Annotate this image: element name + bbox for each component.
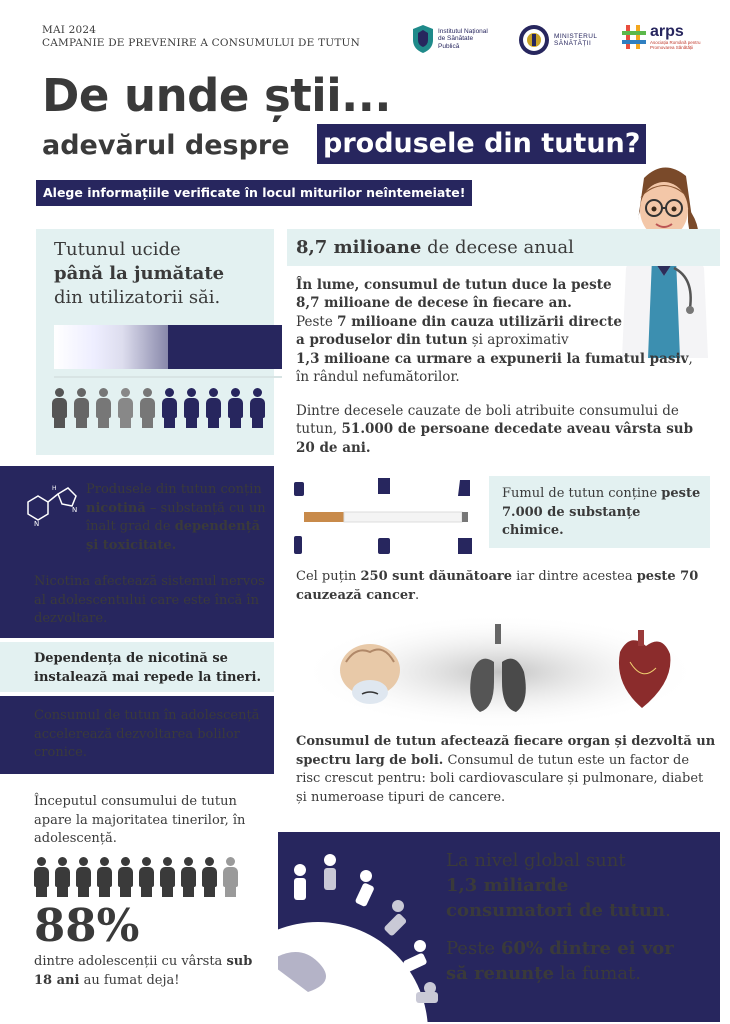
deaths-paragraph-2: Dintre decesele cauzate de boli atribuite consumului de tutun, 51.000 de persoane decedate aveau vârsta sub 20 de ani.: [296, 403, 694, 456]
person-icon: [221, 857, 240, 897]
person-icon: [137, 857, 156, 897]
person-icon: [95, 857, 114, 897]
date-label: MAI 2024: [42, 24, 97, 36]
kills-half-text: Tutunul ucide până la jumătate din utilizatorii săi.: [54, 239, 225, 308]
global-text-2: Peste 60% dintre ei vor să renunțe la fumat.: [446, 938, 674, 984]
jar-icon: [378, 538, 390, 554]
jerrycan-icon: [458, 538, 472, 554]
person-icon: [200, 857, 219, 897]
canister-icon: [458, 480, 470, 496]
arps-cross-icon: [622, 25, 646, 49]
partner-logos: [412, 24, 712, 58]
person-icon: [53, 857, 72, 897]
campaign-label: CAMPANIE DE PREVENIRE A CONSUMULUI DE TUTUN: [42, 37, 360, 49]
person-icon: [179, 857, 198, 897]
person-icon: [138, 388, 157, 428]
substances-text: Cel puțin 250 sunt dăunătoare iar dintre acestea peste 70 cauzează cancer.: [296, 569, 699, 603]
person-icon: [72, 388, 91, 428]
person-icon: [32, 857, 51, 897]
title-highlight: produsele din tutun?: [317, 124, 646, 164]
main-title: De unde știi...: [42, 69, 391, 122]
person-icon: [248, 388, 267, 428]
ms-name: MINISTERUL SĂNĂTĂȚII: [554, 32, 598, 47]
dependency-text: Dependența de nicotină se instalează mai repede la tineri.: [34, 651, 261, 685]
smoke-fill: [54, 325, 168, 369]
person-icon: [74, 857, 93, 897]
organs-text: Consumul de tutun afectează fiecare organ și dezvoltă un spectru larg de boli. Consumul de tutun este un factor de risc crescut pentru: boli cardiovasculare și pulmonare, diabet și numeroase tipuri de cancere.: [296, 734, 716, 805]
bottle-icon: [294, 482, 304, 496]
header-date: [42, 24, 360, 50]
smoke-text: Fumul de tutun conține peste 7.000 de substanțe chimice.: [502, 486, 701, 538]
person-icon: [50, 388, 69, 428]
person-icon: [94, 388, 113, 428]
deaths-heading: 8,7 milioane de decese anual: [296, 237, 574, 258]
nicotine-molecule-icon: [20, 480, 80, 530]
deaths-paragraph-1: În lume, consumul de tutun duce la peste 8,7 milioane de decese în fiecare an. Peste 7 milioane din cauza utilizării directe a produselor din tutun și aproximativ 1,3 milioane ca urmare a expunerii la fumatul pasiv, în rândul nefumătorilor.: [296, 277, 693, 386]
kills-half-bar: [54, 325, 282, 369]
cigarette-chemicals-illustration: [290, 476, 480, 560]
person-icon: [116, 388, 135, 428]
arps-subtitle: Asociația Română pentru Promovarea Sănătății: [650, 40, 701, 50]
percent-88-text: dintre adolescenții cu vârsta sub 18 ani au fumat deja!: [34, 954, 253, 988]
svg-text:N: N: [34, 520, 40, 528]
organs-illustration: [290, 612, 710, 732]
global-text-1: La nivel global sunt 1,3 miliarde consumatori de tutun.: [446, 850, 671, 921]
nicotine-text-2: Nicotina afectează sistemul nervos al adolescentului care este încă în dezvoltare.: [34, 574, 265, 626]
arps-logo: [622, 24, 720, 50]
title-line2: adevărul despre: [42, 130, 290, 161]
svg-text:H: H: [52, 485, 57, 492]
percent-88: 88%: [34, 899, 140, 952]
people-88-row: [32, 857, 268, 895]
person-icon: [160, 388, 179, 428]
person-icon: [116, 857, 135, 897]
person-icon: [204, 388, 223, 428]
insp-shield-icon: [412, 24, 434, 54]
people-half-row: [50, 388, 270, 428]
person-icon: [158, 857, 177, 897]
spray-icon: [294, 536, 302, 554]
person-icon: [182, 388, 201, 428]
adolescence-start-text: Începutul consumului de tutun apare la majoritatea tinerilor, în adolescență.: [34, 794, 246, 846]
subtitle-banner: Alege informațiile verificate în locul miturilor neîntemeiate!: [36, 180, 472, 206]
globe-people-illustration: [278, 832, 458, 1022]
ms-logo: [518, 24, 602, 56]
divider: [54, 376, 282, 378]
acceleration-text: Consumul de tutun în adolescență accelerează dezvoltarea bolilor cronice.: [34, 708, 260, 760]
person-icon: [226, 388, 245, 428]
insp-logo: [412, 24, 494, 54]
svg-text:N: N: [72, 506, 78, 514]
nicotine-text-1: Produsele din tutun conțin nicotină – substanță cu un înalt grad de dependență și toxicitate.: [86, 482, 266, 553]
arps-name: arps: [650, 23, 684, 40]
ms-seal-icon: [518, 24, 550, 56]
battery-icon: [378, 478, 390, 494]
insp-name: Institutul Național de Sănătate Publică: [438, 27, 488, 50]
